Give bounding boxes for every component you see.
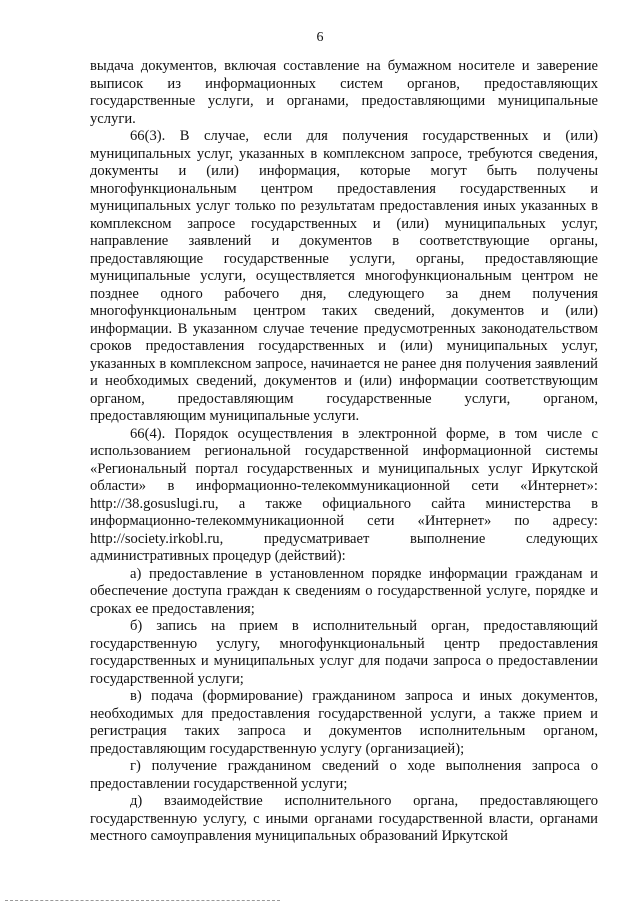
list-item-b: б) запись на прием в исполнительный орган, предоставляющий государственную услугу, многофункциональный центр предоставления государственных и муниципальных услуг для подачи запроса о предоставлении государственной услуги; [90,618,598,687]
paragraph-66-3: 66(3). В случае, если для получения государственных и (или) муниципальных услуг, указанных в комплексном запросе, требуются сведения, документы и (или) информация, которые могут быть получены многофункциональным центром предоставления государственных и муниципальных услуг только по результатам предоставления иных указанных в комплексном запросе государственных и (или) муниципальных услуг, направление заявлений и документов в соответствующие органы, предоставляющие государственные услуги, органы, предоставляющие муниципальные услуги, осуществляется многофункциональным центром не позднее одного рабочего дня, следующего за днем получения многофункциональным центром таких сведений, документов и (или) информации. В указанном случае течение предусмотренных законодательством сроков предоставления государственных и (или) муниципальных услуг, указанных в комплексном запросе, начинается не ранее дня получения заявлений и необходимых сведений, документов и (или) информации соответствующим органом, предоставляющим государственные услуги, органом, предоставляющим муниципальные услуги. [90,128,598,424]
paragraph-66-4: 66(4). Порядок осуществления в электронной форме, в том числе с использованием региональной государственной информационной системы «Региональный портал государственных и муниципальных услуг Иркутской области» в информационно-телекоммуникационной сети «Интернет»: http://38.gosuslugi.ru, а также официального сайта министерства в информационно-телекоммуникационной сети «Интернет» по адресу: http://society.irkobl.ru, предусматривает выполнение следующих административных процедур (действий): [90,425,598,564]
list-item-d: д) взаимодействие исполнительного органа, предоставляющего государственную услугу, с иными органами государственной власти, органами местного самоуправления муниципальных образований Иркутской [90,793,598,844]
bottom-divider [5,900,280,901]
paragraph-continuation: выдача документов, включая составление на бумажном носителе и заверение выписок из информационных систем органов, предоставляющих государственные услуги, и органами, предоставляющими муниципальные услуги. [90,58,598,127]
list-item-a: а) предоставление в установленном порядке информации гражданам и обеспечение доступа граждан к сведениям о государственной услуге, порядке и сроках ее предоставления; [90,565,598,617]
page-number: 6 [316,30,324,45]
list-item-v: в) подача (формирование) гражданином запроса и иных документов, необходимых для предоставления государственной услуги, а также прием и регистрация таких запроса и документов исполнительным органом, предоставляющим государственную услугу (организацией); [90,688,598,757]
list-item-g: г) получение гражданином сведений о ходе выполнения запроса о предоставлении государственной услуги; [90,758,598,792]
document-body [90,58,598,846]
